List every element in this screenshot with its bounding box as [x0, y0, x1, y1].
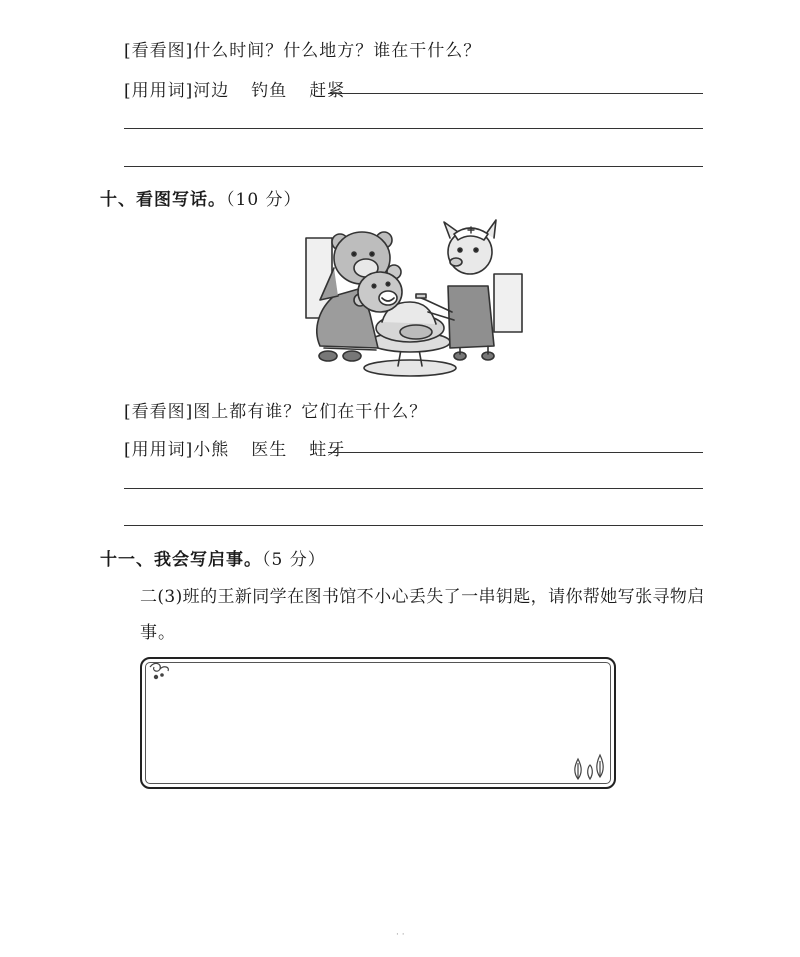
writing-line[interactable]: [124, 488, 703, 489]
section-10-heading: [100, 185, 302, 210]
writing-line[interactable]: [328, 452, 703, 453]
word-1: 河边: [193, 81, 230, 101]
word-3: 赶紧: [309, 81, 346, 101]
word-1: 小熊: [193, 440, 230, 460]
answer-box[interactable]: [140, 657, 616, 789]
swirl-ornament-icon: [146, 661, 172, 683]
word-prompt-9: [124, 76, 345, 101]
leaf-ornament-icon: [570, 753, 610, 783]
word-3: 蛀牙: [309, 440, 346, 460]
writing-line[interactable]: [124, 525, 703, 526]
section-10-points: （10 分）: [226, 190, 302, 210]
writing-line[interactable]: [124, 128, 703, 129]
words-label: [用用词]: [124, 81, 194, 101]
instruction-line-2: 事。: [140, 623, 176, 643]
section-11-points: （5 分）: [262, 550, 326, 570]
word-2: 医生: [251, 440, 288, 460]
instruction-line-1: 二(3)班的王新同学在图书馆不小心丢失了一串钥匙，请你帮她写张寻物启: [140, 587, 705, 607]
footer-mark: · ·: [396, 930, 405, 940]
writing-line[interactable]: [328, 93, 703, 94]
word-prompt-10: [124, 435, 345, 460]
bears-dentist-illustration: [298, 216, 530, 382]
words-label: [用用词]: [124, 440, 194, 460]
word-2: 钓鱼: [251, 81, 288, 101]
look-prompt-9: [看看图]什么时间？什么地方？谁在干什么？: [124, 41, 482, 61]
writing-line[interactable]: [124, 166, 703, 167]
look-prompt-10: [看看图]图上都有谁？它们在干什么？: [124, 402, 428, 422]
section-10-title: 十、看图写话。: [100, 190, 226, 210]
section-11-title: 十一、我会写启事。: [100, 550, 262, 570]
section-11-heading: [100, 545, 326, 570]
